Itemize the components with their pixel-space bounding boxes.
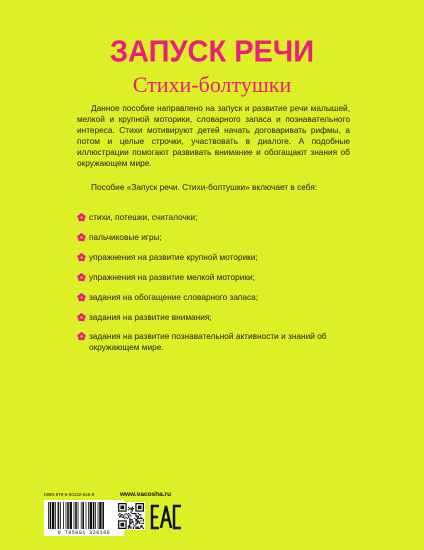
list-item: [77, 292, 357, 303]
qr-code-icon: [117, 502, 145, 530]
page-title: ЗАПУСК РЕЧИ: [109, 35, 315, 69]
list-item-text: задания на обогащение словарного запаса;: [89, 291, 259, 302]
flower-icon: [77, 273, 86, 282]
page-subtitle: Стихи-болтушки: [132, 72, 292, 97]
list-item: [77, 312, 357, 323]
flower-icon: [77, 213, 86, 222]
contents-list: [77, 212, 357, 353]
isbn-label: ISBN 978-5-00132-616-8: [44, 492, 95, 497]
list-item-text: упражнения на развитие мелкой моторики;: [89, 271, 255, 282]
intro-paragraph: Данное пособие направлено на запуск и развитие речи малышей, мелкой и крупной моторики, словарного запаса и познавательного интереса. Стихи мотивируют детей начать договаривать рифмы, а потом и целые строчки, участвовать в диалоге. А подобные иллюстрации помогают развивать внимание и обогащают знания об окружающем мире.: [77, 103, 350, 168]
flower-icon: [77, 332, 86, 341]
list-item-text: стихи, потешки, считалочки;: [89, 212, 198, 222]
list-item-text: упражнения на развитие крупной моторики;: [89, 251, 258, 262]
list-item-text: задания на развитие внимания;: [89, 311, 212, 322]
lead-paragraph: Пособие «Запуск речи. Стихи-болтушки» включает в себя:: [91, 182, 318, 192]
website-label: www.vacosha.ru: [120, 491, 172, 498]
eac-mark-icon: [150, 502, 182, 532]
barcode-digits: 9 785001 326168: [44, 530, 124, 536]
list-item: [77, 212, 357, 223]
list-item-text: задания на развитие познавательной активности и знаний об окружающем мире.: [89, 331, 327, 353]
flower-icon: [77, 233, 86, 242]
list-item: [77, 252, 357, 263]
list-item: [77, 331, 357, 353]
barcode: [44, 500, 124, 530]
list-item: [77, 232, 357, 243]
list-item: [77, 272, 357, 283]
list-item-text: пальчиковые игры;: [89, 231, 162, 242]
flower-icon: [77, 253, 86, 262]
flower-icon: [77, 293, 86, 302]
flower-icon: [77, 313, 86, 322]
